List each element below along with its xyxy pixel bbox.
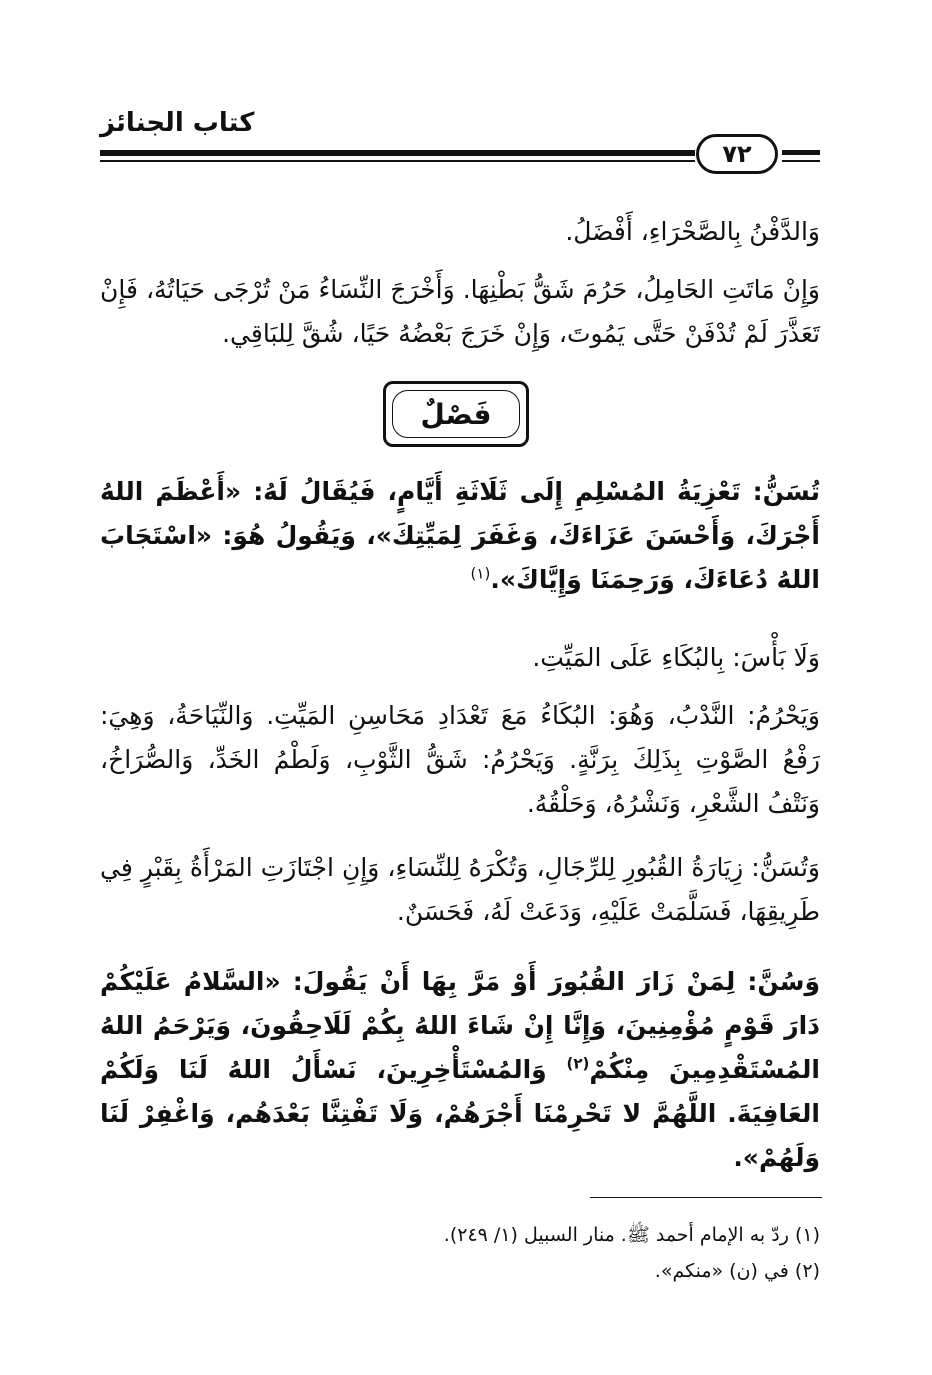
paragraph-greeting <box>100 960 820 1180</box>
footnote-separator <box>590 1197 822 1198</box>
page-number-badge <box>696 134 778 174</box>
running-header-title: كتاب الجنائز <box>100 108 255 138</box>
footnote-2: (٢) في (ن) «منكم». <box>654 1260 820 1282</box>
section-heading <box>392 390 520 438</box>
footnote-ref-1: (١) <box>470 564 491 583</box>
page-number: ٧٢ <box>722 140 752 168</box>
paragraph-grave-visit <box>100 846 820 934</box>
paragraph-text: وَإِنْ مَاتَتِ الحَامِلُ، حَرُمَ شَقُّ بَطْنِهَا. وَأَخْرَجَ النِّسَاءُ مَنْ تُرْجَى حَيَاتُهُ، فَإِنْ تَعَذَّرَ لَمْ تُدْفَنْ حَتَّى يَمُوتَ، وَإِنْ خَرَجَ بَعْضُهُ حَيًا، شُقَّ لِلبَاقِي. <box>100 275 820 348</box>
paragraph-lamentation <box>100 694 820 826</box>
header-rule-right <box>782 150 820 155</box>
section-title: فَصْلٌ <box>420 397 492 431</box>
paragraph-weeping <box>100 636 820 680</box>
footnote-ref-2: (٢) <box>566 1054 590 1073</box>
paragraph-pregnant <box>100 268 820 356</box>
header-rule-right-thin <box>782 160 820 162</box>
paragraph-condolence <box>100 470 820 602</box>
paragraph-text: وَالدَّفْنُ بِالصَّحْرَاءِ، أَفْضَلُ. <box>565 217 820 246</box>
header-rule <box>100 150 695 156</box>
header-rule-thin <box>100 160 695 162</box>
paragraph-text-cont: وَالمُسْتَأْخِرِينَ، نَسْأَلُ اللهُ لَنَا وَلَكُمْ العَافِيَةَ. اللَّهُمَّ لا تَحْرِمْنَا أَجْرَهُمْ، وَلَا تَفْتِنَّا بَعْدَهُم، وَاغْفِرْ لَنَا وَلَهُمْ». <box>100 1055 820 1172</box>
paragraph-text: وَيَحْرُمُ: النَّدْبُ، وَهُوَ: البُكَاءُ مَعَ تَعْدَادِ مَحَاسِنِ المَيِّتِ. وَالنِّيَاحَةُ، وَهِيَ: رَفْعُ الصَّوْتِ بِذَلِكَ بِرَنَّةٍ. وَيَحْرُمُ: شَقُّ الثَّوْبِ، وَلَطْمُ الخَدِّ، وَالصُّرَاخُ، وَنَتْفُ الشَّعْرِ، وَنَشْرُهُ، وَحَلْقُهُ. <box>100 701 820 818</box>
section-heading-frame <box>383 381 529 447</box>
paragraph-text: وَتُسَنُّ: زِيَارَةُ القُبُورِ لِلرِّجَالِ، وَتُكْرَهُ لِلنِّسَاءِ، وَإِنِ اجْتَازَتِ المَرْأَةُ بِقَبْرٍ فِي طَرِيقِهَا، فَسَلَّمَتْ عَلَيْهِ، وَدَعَتْ لَهُ، فَحَسَنٌ. <box>100 853 820 926</box>
paragraph-text: تُسَنُّ: تَعْزِيَةُ المُسْلِمِ إِلَى ثَلَاثَةِ أَيَّامٍ، فَيُقَالُ لَهُ: «أَعْظَمَ اللهُ أَجْرَكَ، وَأَحْسَنَ عَزَاءَكَ، وَغَفَرَ لِمَيِّتِكَ»، وَيَقُولُ هُوَ: «اسْتَجَابَ اللهُ دُعَاءَكَ، وَرَحِمَنَا وَإِيَّاكَ». <box>100 477 820 594</box>
paragraph-text: وَسُنَّ: لِمَنْ زَارَ القُبُورَ أَوْ مَرَّ بِهَا أَنْ يَقُولَ: «السَّلامُ عَلَيْكُمْ دَارَ قَوْمٍ مُؤْمِنِينَ، وَإِنَّا إِنْ شَاءَ اللهُ بِكُمْ لَلَاحِقُونَ، وَيَرْحَمُ اللهُ المُسْتَقْدِمِينَ مِنْكُمْ <box>100 967 820 1084</box>
footnote-1: (١) ردّ به الإمام أحمد ﷺ. منار السبيل (١/ ٢٤٩). <box>443 1224 820 1246</box>
paragraph-text: وَلَا بَأْسَ: بِالبُكَاءِ عَلَى المَيِّتِ. <box>532 643 820 672</box>
paragraph-burial <box>100 210 820 254</box>
